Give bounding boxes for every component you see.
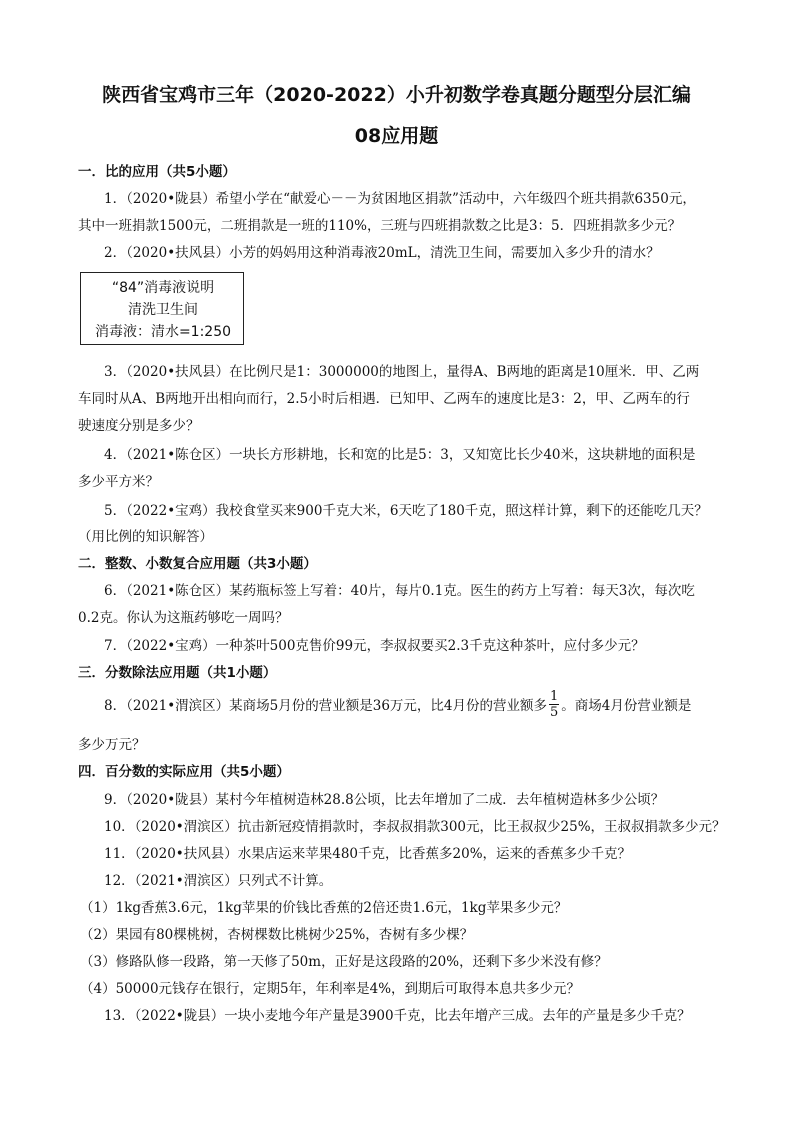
- box-line-2: 清洗卫生间: [128, 302, 198, 318]
- section-heading-percentage: 四．百分数的实际应用（共5小题）: [78, 764, 290, 780]
- question-4-line-2: 多少平方米？: [78, 474, 159, 490]
- page-title: 陕西省宝鸡市三年（2020-2022）小升初数学卷真题分题型分层汇编: [102, 84, 691, 106]
- question-8-line-1: [104, 689, 692, 721]
- disinfectant-instruction-box: [80, 272, 244, 345]
- question-8-text-start: 8．（2021•渭滨区）某商场5月份的营业额是36万元，比4月份的营业额多: [104, 698, 548, 714]
- question-1-line-2: 其中一班捐款1500元，二班捐款是一班的110%，三班与四班捐款数之比是3：5．四班捐款多少元？: [78, 218, 682, 234]
- question-6-line-2: 0.2克。你认为这瓶药够吃一周吗？: [78, 610, 289, 626]
- question-12-part-1: （1）1kg香蕉3.6元，1kg苹果的价钱比香蕉的2倍还贵1.6元，1kg苹果多少元？: [80, 900, 568, 916]
- question-10-line-1: 10．（2020•渭滨区）抗击新冠疫情捐款时，李叔叔捐款300元，比王叔叔少25%，王叔叔捐款多少元？: [104, 819, 726, 835]
- question-9-line-1: 9．（2020•陇县）某村今年植树造林28.8公顷，比去年增加了二成．去年植树造林多少公顷？: [104, 792, 665, 808]
- question-7-line-1: 7．（2022•宝鸡）一种茶叶500克售价99元，李叔叔要买2.3千克这种茶叶，应付多少元？: [104, 638, 645, 654]
- question-3-line-2: 车同时从A、B两地开出相向而行，2.5小时后相遇．已知甲、乙两车的速度比是3：2，甲、乙两车的行: [78, 391, 690, 407]
- question-5-line-2: （用比例的知识解答）: [78, 529, 213, 545]
- page-subtitle: 08应用题: [354, 125, 439, 147]
- section-heading-integer-decimal: 二．整数、小数复合应用题（共3小题）: [78, 556, 317, 572]
- question-12-line-1: 12．（2021•渭滨区）只列式不计算。: [104, 873, 333, 889]
- question-8-line-2: 多少万元？: [78, 737, 146, 753]
- question-4-line-1: 4．（2021•陈仓区）一块长方形耕地，长和宽的比是5：3，又知宽比长少40米，这块耕地的面积是: [104, 447, 696, 463]
- question-13-line-1: 13．（2022•陇县）一块小麦地今年产量是3900千克，比去年增产三成。去年的产量是多少千克？: [104, 1008, 691, 1024]
- question-3-line-1: 3．（2020•扶风县）在比例尺是1：3000000的地图上，量得A、B两地的距离是10厘米．甲、乙两: [104, 364, 700, 380]
- section-heading-ratio: 一．比的应用（共5小题）: [78, 164, 236, 180]
- section-heading-fraction-division: 三．分数除法应用题（共1小题）: [78, 665, 277, 681]
- question-8-text-end: 。商场4月份营业额是: [561, 698, 692, 714]
- question-1-line-1: 1．（2020•陇县）希望小学在“献爱心－－为贫困地区捐款”活动中，六年级四个班共捐款6350元，: [104, 191, 696, 207]
- box-line-1: “84”消毒液说明: [111, 280, 215, 296]
- question-12-part-2: （2）果园有80棵桃树，杏树棵数比桃树少25%，杏树有多少棵？: [80, 927, 474, 943]
- question-11-line-1: 11．（2020•扶风县）水果店运来苹果480千克，比香蕉多20%，运来的香蕉多少千克？: [104, 846, 632, 862]
- question-6-line-1: 6．（2021•陈仓区）某药瓶标签上写着：40片，每片0.1克。医生的药方上写着：每天3次，每次吃: [104, 583, 695, 599]
- box-line-3: 消毒液：清水=1:250: [94, 324, 232, 340]
- question-5-line-1: 5．（2022•宝鸡）我校食堂买来900千克大米，6天吃了180千克，照这样计算，剩下的还能吃几天？: [104, 503, 708, 519]
- fraction-one-fifth: [549, 690, 559, 719]
- question-12-part-3: （3）修路队修一段路，第一天修了50m，正好是这段路的20%，还剩下多少米没有修？: [80, 954, 608, 970]
- question-2-line-1: 2．（2020•扶风县）小芳的妈妈用这种消毒液20mL，清洗卫生间，需要加入多少升的清水？: [104, 245, 660, 261]
- question-3-line-3: 驶速度分别是多少？: [78, 418, 200, 434]
- fraction-denominator: 5: [550, 705, 559, 720]
- fraction-numerator: 1: [550, 689, 559, 704]
- question-12-part-4: （4）50000元钱存在银行，定期5年，年利率是4%，到期后可取得本息共多少元？: [80, 981, 581, 997]
